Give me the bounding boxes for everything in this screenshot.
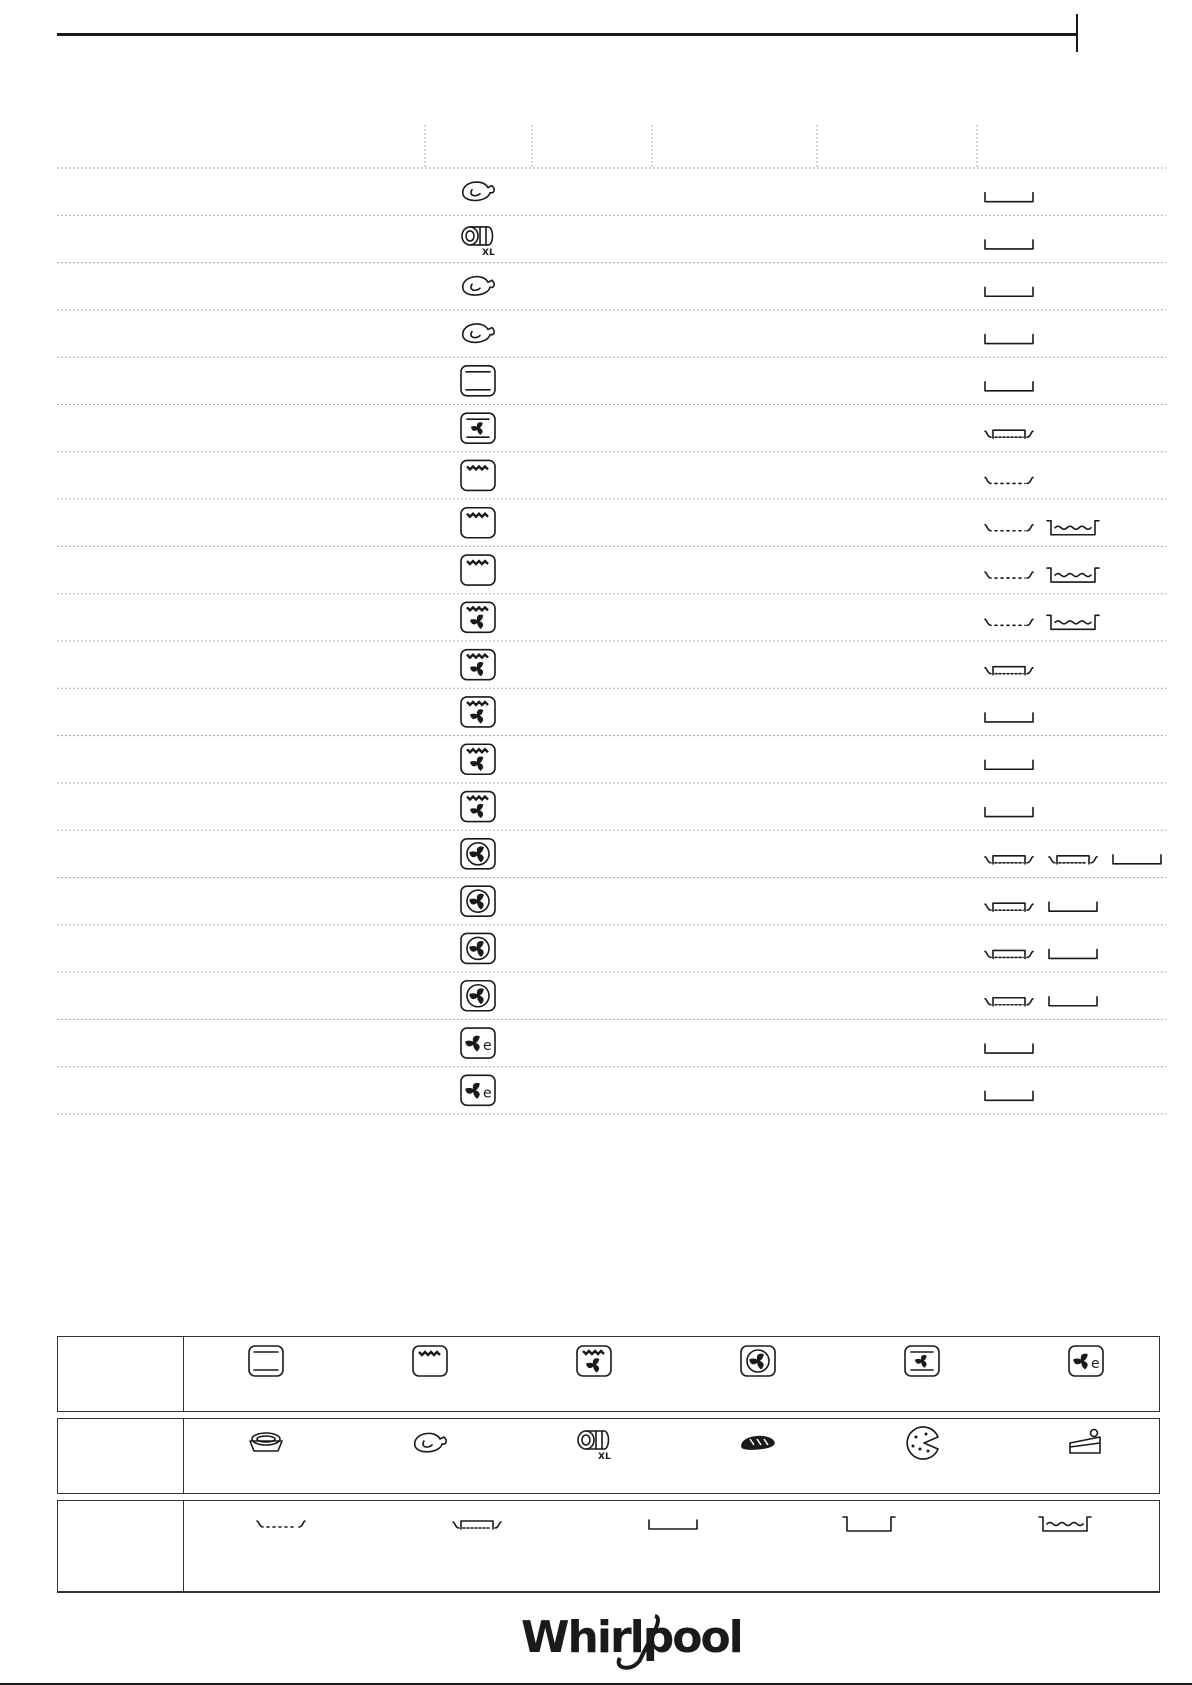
whirlpool-logo xyxy=(515,1600,742,1675)
rack-on-tray-icon xyxy=(985,950,1033,958)
tray-icon xyxy=(985,335,1033,344)
wire-rack-icon xyxy=(985,477,1033,483)
svg-text:e: e xyxy=(483,1038,492,1055)
tray-icon xyxy=(985,240,1033,249)
rack-on-tray-icon xyxy=(985,667,1033,675)
tray-icon xyxy=(1049,902,1097,911)
eco-forced-air-icon xyxy=(1069,1346,1103,1376)
rack-on-tray-icon xyxy=(1049,856,1097,864)
casserole-icon xyxy=(250,1433,282,1451)
turkey-icon xyxy=(463,182,494,200)
tray-icon xyxy=(985,1044,1033,1053)
legend-functions-box xyxy=(57,1336,1160,1412)
rack-on-tray-icon xyxy=(985,998,1033,1006)
grill-icon xyxy=(461,555,495,585)
turbo-grill-icon xyxy=(461,697,495,727)
pizza-icon xyxy=(907,1427,938,1459)
roast-xl-icon xyxy=(462,227,495,258)
tray-icon xyxy=(1113,855,1161,864)
tray-icon xyxy=(985,760,1033,769)
grill-icon xyxy=(413,1346,447,1376)
wire-rack-icon xyxy=(985,525,1033,531)
grill-icon xyxy=(461,508,495,538)
tray-icon xyxy=(1049,997,1097,1006)
wire-rack-icon xyxy=(985,572,1033,578)
wire-rack-icon xyxy=(257,1521,305,1527)
grill-icon xyxy=(461,460,495,490)
tray-icon xyxy=(649,1520,697,1529)
rack-on-tray-icon xyxy=(985,856,1033,864)
forced-air-icon xyxy=(741,1346,775,1376)
wire-rack-icon xyxy=(985,619,1033,625)
drip-tray-icon xyxy=(1047,568,1099,582)
roast-xl-icon xyxy=(578,1431,611,1462)
svg-text:XL: XL xyxy=(482,247,495,258)
turbo-grill-icon xyxy=(461,792,495,822)
forced-air-icon xyxy=(461,981,495,1011)
tray-icon xyxy=(985,193,1033,202)
turkey-icon xyxy=(415,1433,446,1451)
tray-icon xyxy=(985,287,1033,296)
forced-air-icon xyxy=(461,839,495,869)
forced-air-icon xyxy=(461,886,495,916)
legend-food-box xyxy=(57,1418,1160,1494)
svg-text:e: e xyxy=(1091,1356,1100,1372)
rack-on-tray-icon xyxy=(985,903,1033,911)
bottom-fan-icon xyxy=(905,1346,939,1376)
tray-icon xyxy=(985,1091,1033,1100)
svg-text:e: e xyxy=(483,1085,492,1102)
rack-on-tray-icon xyxy=(453,1521,501,1529)
drip-tray-icon xyxy=(1047,521,1099,535)
turbo-grill-icon xyxy=(577,1346,611,1376)
tray-icon xyxy=(985,382,1033,391)
drip-tray-icon xyxy=(1039,1517,1091,1531)
tray-icon xyxy=(985,713,1033,722)
eco-forced-air-icon xyxy=(461,1028,495,1058)
tray-icon xyxy=(985,808,1033,817)
baking-tray-icon xyxy=(843,1517,895,1531)
turbo-grill-icon xyxy=(461,650,495,680)
svg-text:Whirlpool: Whirlpool xyxy=(521,1612,742,1663)
rack-on-tray-icon xyxy=(985,430,1033,438)
turkey-icon xyxy=(463,277,494,295)
drip-tray-icon xyxy=(1047,615,1099,629)
bread-icon xyxy=(742,1437,774,1449)
eco-forced-air-icon xyxy=(461,1075,495,1105)
cake-icon xyxy=(1070,1430,1100,1454)
svg-text:XL: XL xyxy=(598,1452,611,1462)
turbo-grill-icon xyxy=(461,602,495,632)
forced-air-icon xyxy=(461,933,495,963)
tray-icon xyxy=(1049,949,1097,958)
conventional-icon xyxy=(249,1346,283,1376)
legend-accessories-box xyxy=(57,1500,1160,1592)
turkey-icon xyxy=(463,324,494,342)
turbo-grill-icon xyxy=(461,744,495,774)
bottom-fan-icon xyxy=(461,413,495,443)
conventional-icon xyxy=(461,366,495,396)
footer-rule xyxy=(57,1592,1160,1593)
